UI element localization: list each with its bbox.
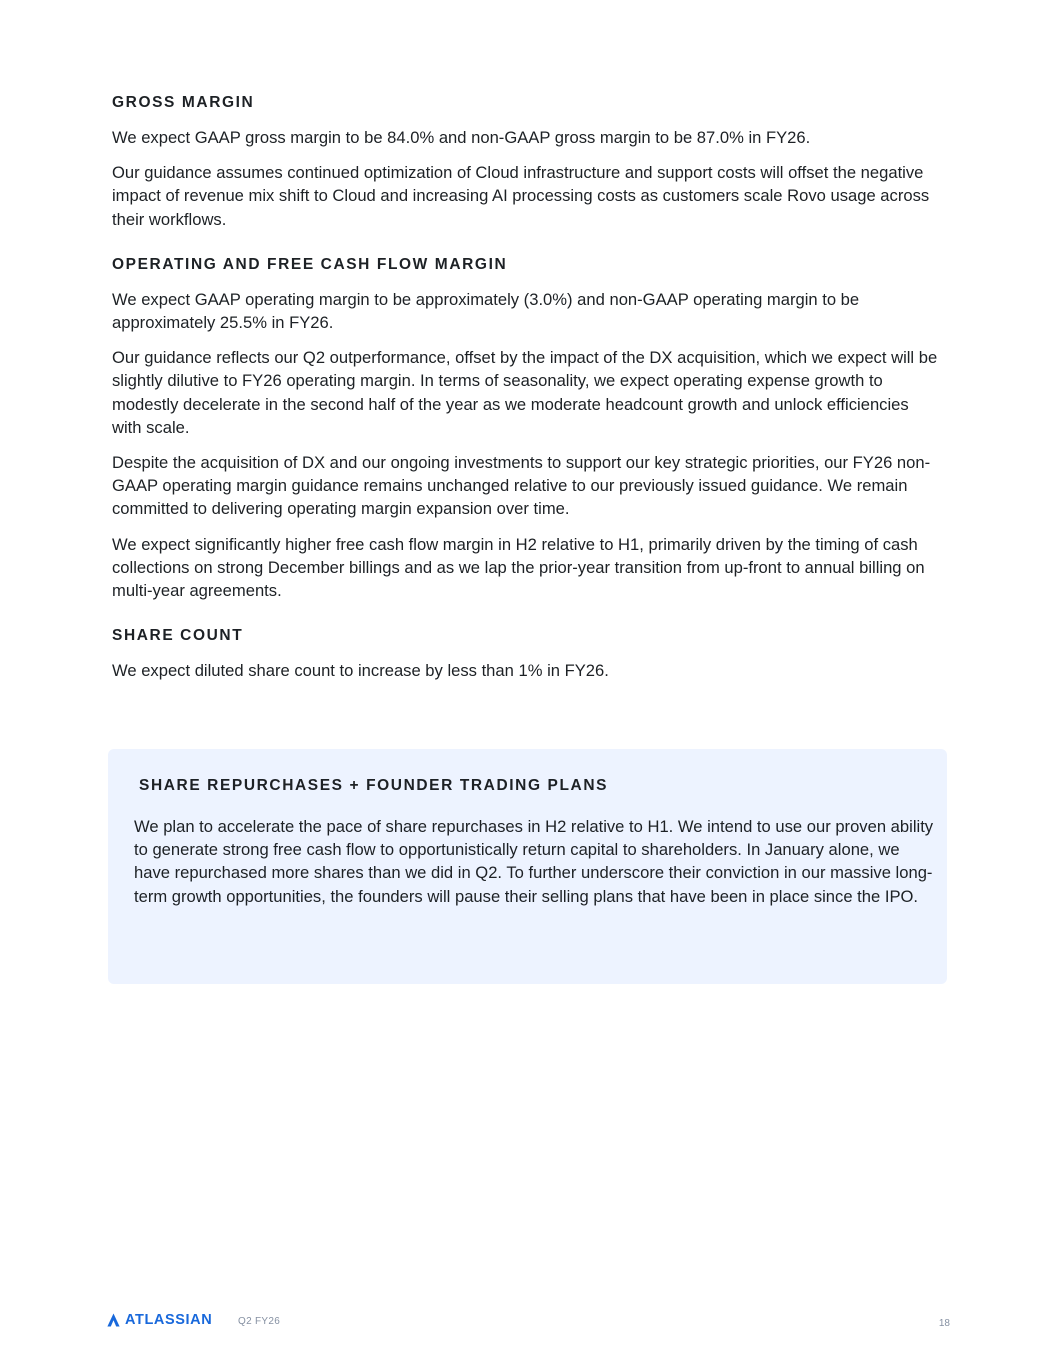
paragraph: We expect significantly higher free cash flow margin in H2 relative to H1, primarily driven by the timing of cash collections on strong December billings and as we lap the prior-year transition from up-front to annual billing on multi-year agreements. [112, 534, 925, 601]
paragraph: We expect GAAP gross margin to be 84.0% and non-GAAP gross margin to be 87.0% in FY26. [112, 128, 811, 147]
section-gross-margin [112, 94, 942, 231]
callout-body: We plan to accelerate the pace of share repurchases in H2 relative to H1. We intend to use our proven ability to generate strong free cash flow to opportunistically return capital to shareholders. In January alone, we have repurchased more shares than we did in Q2. To further underscore their conviction in our massive long-term growth opportunities, the founders will pause their selling plans that have been in place since the IPO. [134, 817, 934, 906]
callout-box [108, 749, 947, 984]
page-number: 18 [938, 1318, 950, 1329]
paragraph: We expect diluted share count to increase by less than 1% in FY26. [112, 661, 609, 681]
paragraph: Our guidance reflects our Q2 outperformance, offset by the impact of the DX acquisition, which we expect will be slightly dilutive to FY26 operating margin. In terms of seasonality, we expect operating expense growth to modestly decelerate in the second half of the year as we moderate headcount growth and unlock efficiencies with scale. [112, 348, 938, 437]
footer-logo [107, 1312, 212, 1328]
section-heading: SHARE COUNT [112, 627, 244, 645]
section-heading: OPERATING AND FREE CASH FLOW MARGIN [112, 255, 508, 273]
footer-period: Q2 FY26 [238, 1316, 281, 1327]
paragraph: Our guidance assumes continued optimization of Cloud infrastructure and support costs will offset the negative impact of revenue mix shift to Cloud and increasing AI processing costs as customers scale Rovo usage across their workflows. [112, 163, 930, 229]
paragraph: Despite the acquisition of DX and our ongoing investments to support our key strategic priorities, our FY26 non-GAAP operating margin guidance remains unchanged relative to our previously issued guidance. We remain committed to delivering operating margin expansion over time. [112, 453, 931, 519]
paragraph: We expect GAAP operating margin to be approximately (3.0%) and non-GAAP operating margin to be approximately 25.5% in FY26. [112, 289, 860, 333]
main-content [112, 94, 942, 707]
section-operating-fcf-margin [112, 256, 942, 602]
logo-text: ATLASSIAN [125, 1312, 213, 1328]
section-heading: GROSS MARGIN [112, 94, 255, 111]
callout-heading: SHARE REPURCHASES + FOUNDER TRADING PLANS [139, 777, 609, 794]
atlassian-logo-icon [107, 1313, 120, 1327]
section-share-count [112, 627, 942, 682]
